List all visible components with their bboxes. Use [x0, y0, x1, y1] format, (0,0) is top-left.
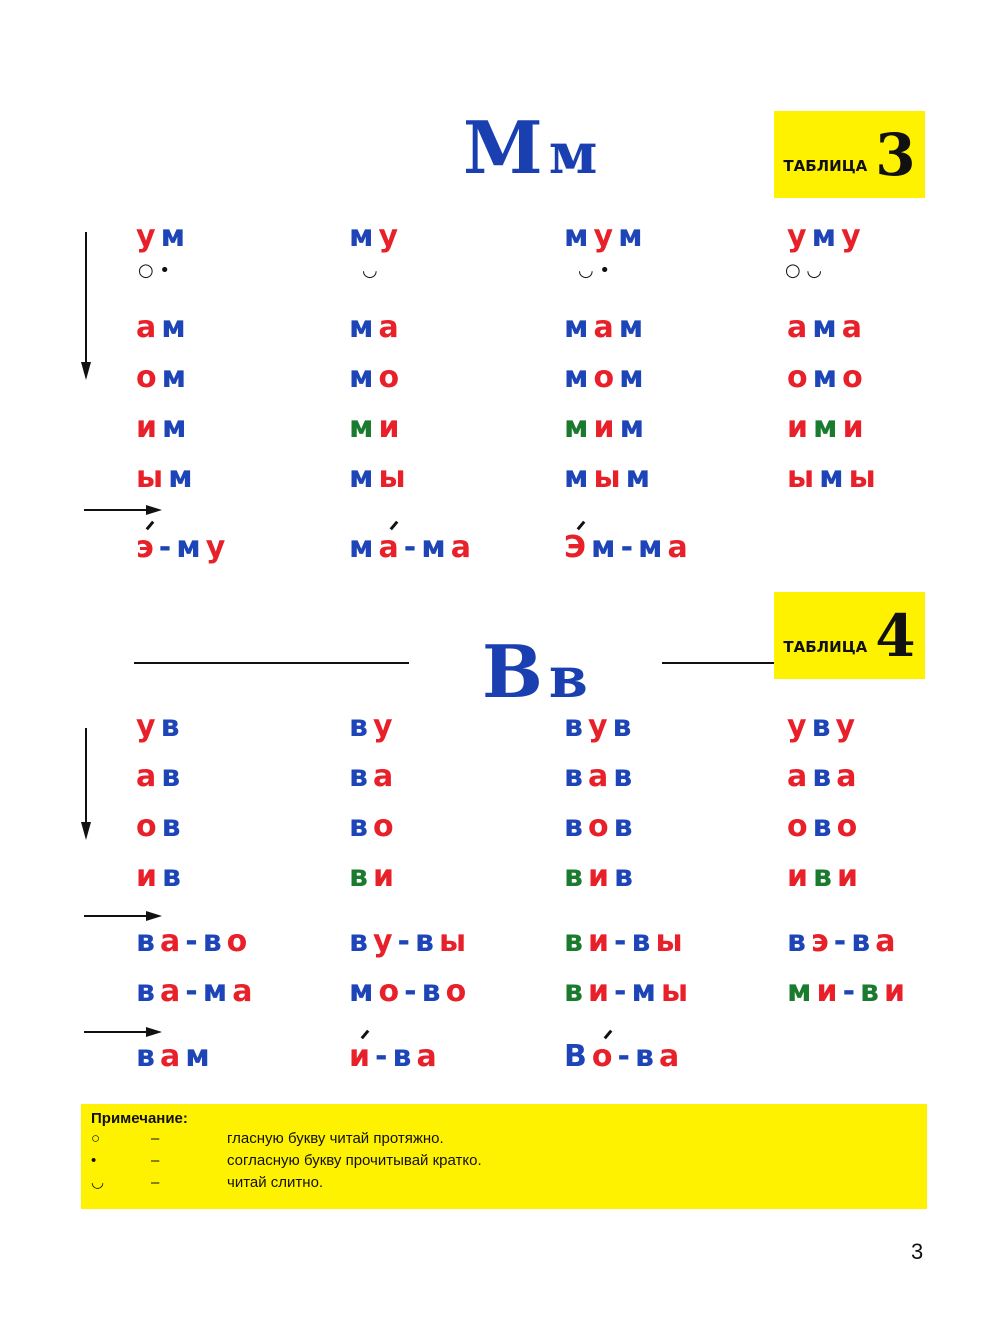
syllable-section_v-r7-c1	[136, 1039, 215, 1074]
table-tag-word: ТАБЛИЦА	[783, 156, 868, 175]
syllable-section_v-r5-c4	[787, 924, 901, 959]
down-arrow-icon	[78, 232, 94, 382]
syllable-letter: ы	[661, 974, 694, 1009]
syllable-section_v-r2-c3	[564, 759, 638, 794]
syllable-letter: в	[349, 859, 373, 894]
table-tag-number: 4	[875, 601, 916, 670]
syllable-section_v-r4-c3	[564, 859, 638, 894]
syllable-section_m-r2-c1	[136, 310, 191, 345]
syllable-letter: в	[851, 924, 876, 959]
syllable-letter: в	[415, 924, 439, 959]
syllable-letter: о	[842, 360, 868, 395]
syllable-letter: о	[136, 360, 162, 395]
syllable-letter: а	[667, 530, 693, 565]
syllable-letter: -	[375, 1039, 393, 1074]
syllable-letter: у	[841, 219, 866, 254]
syllable-letter: -	[620, 530, 639, 565]
syllable-section_m-r3-c3	[564, 360, 649, 395]
syllable-letter: ы	[378, 460, 411, 495]
note-box	[81, 1104, 927, 1209]
syllable-letter: м	[619, 410, 650, 445]
syllable-letter: м	[168, 460, 198, 495]
syllable-letter: в	[812, 759, 837, 794]
syllable-letter: в	[161, 809, 186, 844]
syllable-letter: м	[162, 410, 192, 445]
syllable-letter: -	[833, 924, 852, 959]
syllable-letter: м	[811, 219, 842, 254]
syllable-letter: в	[613, 759, 638, 794]
syllable-section_v-r2-c1	[136, 759, 186, 794]
syllable-letter: и	[587, 859, 615, 894]
syllable-section_v-r3-c4	[787, 809, 863, 844]
syllable-letter: в	[564, 809, 588, 844]
syllable-letter: о	[787, 809, 813, 844]
note-item	[91, 1171, 917, 1193]
syllable-letter: и	[816, 974, 843, 1009]
syllable-letter: м	[813, 410, 843, 445]
syllable-letter: м	[349, 410, 379, 445]
syllable-section_m-r3-c2	[349, 360, 405, 395]
syllable-letter: и	[587, 974, 615, 1009]
syllable-letter: ы	[438, 924, 472, 959]
syllable-letter: -	[614, 924, 632, 959]
note-item	[91, 1127, 917, 1149]
reading-mark: ◡ •	[578, 260, 611, 281]
syllable-letter: ы	[787, 460, 820, 495]
syllable-letter: и	[837, 859, 864, 894]
syllable-section_v-r7-c3	[564, 1039, 685, 1074]
syllable-letter: у	[136, 709, 161, 744]
syllable-letter: о	[587, 809, 614, 844]
syllable-section_m-r5-c2	[349, 460, 411, 495]
syllable-section_m-r3-c1	[136, 360, 192, 395]
note-text: согласную букву прочитывай кратко.	[227, 1151, 482, 1169]
syllable-letter: в	[421, 974, 446, 1009]
syllable-section_v-r6-c1	[136, 974, 258, 1009]
syllable-letter: ы	[593, 460, 626, 495]
syllable-letter: в	[202, 924, 227, 959]
syllable-section_m-r3-c4	[787, 360, 868, 395]
syllable-letter: м	[349, 530, 379, 565]
syllable-section_v-r5-c1	[136, 924, 253, 959]
note-symbol: ◡	[91, 1174, 105, 1191]
syllable-section_m-r1-c4	[787, 219, 866, 254]
syllable-letter: м	[349, 974, 379, 1009]
syllable-letter: и	[349, 1039, 376, 1074]
syllable-letter: о	[378, 974, 405, 1009]
table-tag-number: 3	[875, 120, 916, 189]
syllable-letter: и	[884, 974, 911, 1009]
syllable-letter: в	[613, 809, 638, 844]
syllable-letter: у	[378, 219, 404, 254]
syllable-letter: а	[136, 310, 162, 345]
syllable-letter: а	[658, 1039, 685, 1074]
syllable-letter: м	[161, 310, 191, 345]
syllable-section_v-r3-c2	[349, 809, 399, 844]
letter-upper: М	[463, 105, 543, 190]
syllable-letter: о	[372, 809, 399, 844]
syllable-letter: в	[564, 859, 588, 894]
syllable-section_v-r5-c3	[564, 924, 688, 959]
syllable-section_m-r4-c4	[787, 410, 869, 445]
note-dash: –	[151, 1151, 160, 1169]
syllable-letter: -	[842, 974, 861, 1009]
syllable-section_m-r4-c1	[136, 410, 192, 445]
syllable-letter: в	[631, 924, 656, 959]
syllable-letter: м	[618, 310, 649, 345]
syllable-letter: в	[349, 809, 373, 844]
syllable-letter: и	[136, 410, 163, 445]
syllable-section_v-r6-c2	[349, 974, 472, 1009]
syllable-letter: В	[564, 1039, 592, 1074]
syllable-letter: м	[564, 460, 594, 495]
syllable-letter: и	[372, 859, 400, 894]
syllable-letter: в	[136, 924, 160, 959]
syllable-section_v-r3-c1	[136, 809, 186, 844]
syllable-letter: у	[372, 709, 398, 744]
syllable-letter: в	[392, 1039, 417, 1074]
note-item	[91, 1149, 917, 1171]
syllable-letter: в	[813, 859, 838, 894]
note-symbol: ○	[91, 1129, 101, 1147]
syllable-letter: о	[378, 360, 405, 395]
syllable-section_m-r2-c3	[564, 310, 649, 345]
note-text: гласную букву читай протяжно.	[227, 1129, 444, 1147]
syllable-letter: в	[787, 924, 811, 959]
syllable-letter: у	[136, 219, 161, 254]
syllable-section_m-r1-c2	[349, 219, 404, 254]
syllable-letter: в	[564, 759, 588, 794]
syllable-section_v-r1-c3	[564, 709, 637, 744]
syllable-letter: м	[421, 530, 451, 565]
syllable-letter: у	[835, 709, 861, 744]
syllable-letter: -	[614, 974, 632, 1009]
syllable-letter: м	[787, 974, 817, 1009]
syllable-letter: м	[349, 219, 379, 254]
syllable-letter: в	[162, 859, 187, 894]
syllable-section_m-r6-c2	[349, 530, 477, 565]
syllable-section_m-r4-c3	[564, 410, 650, 445]
syllable-letter: -	[185, 974, 203, 1009]
syllable-letter: а	[159, 924, 186, 959]
syllable-section_v-r4-c2	[349, 859, 400, 894]
syllable-letter: а	[159, 974, 186, 1009]
syllable-letter: а	[378, 310, 404, 345]
syllable-section_v-r1-c1	[136, 709, 185, 744]
syllable-section_m-r4-c2	[349, 410, 405, 445]
syllable-letter: о	[591, 1039, 618, 1074]
syllable-letter: о	[136, 809, 162, 844]
syllable-letter: у	[593, 219, 619, 254]
syllable-letter: в	[612, 709, 637, 744]
syllable-letter: в	[564, 924, 588, 959]
syllable-letter: о	[226, 924, 253, 959]
syllable-letter: м	[591, 530, 621, 565]
table-tag-3	[774, 111, 925, 198]
syllable-section_v-r4-c4	[787, 859, 864, 894]
syllable-letter: а	[841, 310, 868, 345]
syllable-letter: и	[587, 924, 615, 959]
syllable-letter: м	[349, 460, 379, 495]
syllable-letter: в	[634, 1039, 659, 1074]
syllable-letter: а	[232, 974, 258, 1009]
syllable-letter: и	[787, 410, 814, 445]
syllable-letter: м	[176, 530, 206, 565]
syllable-letter: и	[842, 410, 869, 445]
syllable-letter: м	[564, 219, 594, 254]
syllable-letter: в	[860, 974, 884, 1009]
syllable-letter: у	[787, 219, 812, 254]
syllable-letter: а	[450, 530, 477, 565]
syllable-letter: в	[349, 709, 373, 744]
syllable-letter: м	[185, 1039, 215, 1074]
letter-lower: м	[548, 121, 598, 187]
page-number: 3	[911, 1239, 924, 1264]
syllable-letter: в	[811, 709, 836, 744]
syllable-letter: у	[587, 709, 613, 744]
syllable-letter: а	[787, 759, 813, 794]
note-dash: –	[151, 1129, 160, 1147]
syllable-letter: м	[618, 219, 648, 254]
letter-lower: в	[548, 645, 588, 711]
syllable-letter: э	[810, 924, 834, 959]
syllable-section_m-r2-c2	[349, 310, 404, 345]
syllable-letter: -	[617, 1039, 635, 1074]
syllable-section_v-r3-c3	[564, 809, 638, 844]
syllable-section_v-r2-c2	[349, 759, 399, 794]
syllable-letter: м	[161, 360, 192, 395]
syllable-section_m-r5-c1	[136, 460, 198, 495]
syllable-letter: о	[445, 974, 472, 1009]
section-v-title	[482, 629, 588, 714]
syllable-letter: в	[812, 809, 837, 844]
syllable-letter: э	[136, 530, 159, 565]
down-arrow-icon	[78, 728, 94, 842]
syllable-letter: у	[205, 530, 231, 565]
syllable-letter: а	[378, 530, 404, 565]
syllable-letter: о	[593, 360, 620, 395]
syllable-letter: в	[349, 924, 373, 959]
syllable-letter: м	[564, 360, 594, 395]
syllable-letter: -	[397, 924, 415, 959]
table-tag-word: ТАБЛИЦА	[783, 637, 868, 656]
section-m-title	[463, 105, 598, 190]
syllable-letter: в	[136, 974, 160, 1009]
reading-mark: ○ ◡	[785, 260, 823, 281]
syllable-section_v-r2-c4	[787, 759, 862, 794]
divider-left	[134, 662, 409, 664]
syllable-letter: м	[819, 460, 849, 495]
syllable-letter: в	[160, 709, 185, 744]
syllable-section_v-r1-c2	[349, 709, 398, 744]
note-text: читай слитно.	[227, 1173, 324, 1191]
note-dash: –	[151, 1173, 160, 1191]
reading-mark: ◡	[362, 260, 378, 281]
syllable-letter: м	[625, 460, 656, 495]
syllable-section_m-r5-c3	[564, 460, 656, 495]
syllable-letter: м	[202, 974, 233, 1009]
right-arrow-icon	[84, 1024, 164, 1040]
syllable-letter: Э	[564, 530, 592, 565]
syllable-letter: ы	[136, 460, 169, 495]
syllable-letter: в	[349, 759, 373, 794]
reading-mark: ○ •	[138, 260, 171, 281]
syllable-letter: м	[564, 310, 594, 345]
syllable-letter: а	[159, 1039, 186, 1074]
syllable-letter: ы	[655, 924, 688, 959]
table-tag-4	[774, 592, 925, 679]
syllable-letter: м	[812, 310, 842, 345]
right-arrow-icon	[84, 502, 164, 518]
right-arrow-icon	[84, 908, 164, 924]
syllable-letter: а	[416, 1039, 442, 1074]
note-title: Примечание:	[91, 1110, 188, 1127]
syllable-section_v-r6-c4	[787, 974, 911, 1009]
syllable-letter: м	[631, 974, 661, 1009]
syllable-letter: м	[812, 360, 843, 395]
divider-right	[662, 662, 774, 664]
syllable-section_m-r2-c4	[787, 310, 868, 345]
syllable-section_m-r1-c3	[564, 219, 648, 254]
syllable-section_v-r1-c4	[787, 709, 861, 744]
syllable-letter: а	[836, 759, 862, 794]
syllable-letter: а	[787, 310, 813, 345]
syllable-letter: а	[587, 759, 614, 794]
syllable-section_m-r1-c1	[136, 219, 191, 254]
syllable-letter: а	[372, 759, 399, 794]
syllable-letter: в	[136, 1039, 160, 1074]
syllable-letter: в	[614, 859, 638, 894]
syllable-letter: о	[836, 809, 863, 844]
syllable-letter: -	[404, 974, 422, 1009]
letter-upper: В	[482, 629, 543, 714]
syllable-letter: а	[875, 924, 901, 959]
syllable-letter: -	[403, 530, 422, 565]
syllable-letter: у	[372, 924, 398, 959]
syllable-letter: и	[593, 410, 620, 445]
syllable-letter: м	[160, 219, 191, 254]
syllable-section_m-r6-c1	[136, 530, 231, 565]
syllable-letter: м	[638, 530, 668, 565]
syllable-letter: и	[378, 410, 405, 445]
syllable-letter: а	[593, 310, 619, 345]
note-symbol: •	[91, 1151, 97, 1169]
syllable-section_v-r7-c2	[349, 1039, 442, 1074]
note-list	[91, 1127, 917, 1193]
syllable-letter: а	[136, 759, 162, 794]
syllable-letter: и	[787, 859, 814, 894]
syllable-letter: о	[787, 360, 813, 395]
syllable-letter: в	[564, 974, 588, 1009]
syllable-section_m-r5-c4	[787, 460, 881, 495]
syllable-letter: м	[349, 310, 379, 345]
syllable-letter: у	[787, 709, 812, 744]
syllable-letter: м	[349, 360, 379, 395]
syllable-letter: и	[136, 859, 163, 894]
syllable-letter: м	[564, 410, 594, 445]
syllable-letter: м	[619, 360, 649, 395]
syllable-section_v-r4-c1	[136, 859, 187, 894]
syllable-letter: -	[158, 530, 177, 565]
syllable-section_v-r6-c3	[564, 974, 694, 1009]
syllable-letter: в	[161, 759, 186, 794]
syllable-letter: в	[564, 709, 588, 744]
syllable-letter: ы	[848, 460, 881, 495]
syllable-section_v-r5-c2	[349, 924, 472, 959]
syllable-letter: -	[185, 924, 203, 959]
syllable-section_m-r6-c3	[564, 530, 693, 565]
